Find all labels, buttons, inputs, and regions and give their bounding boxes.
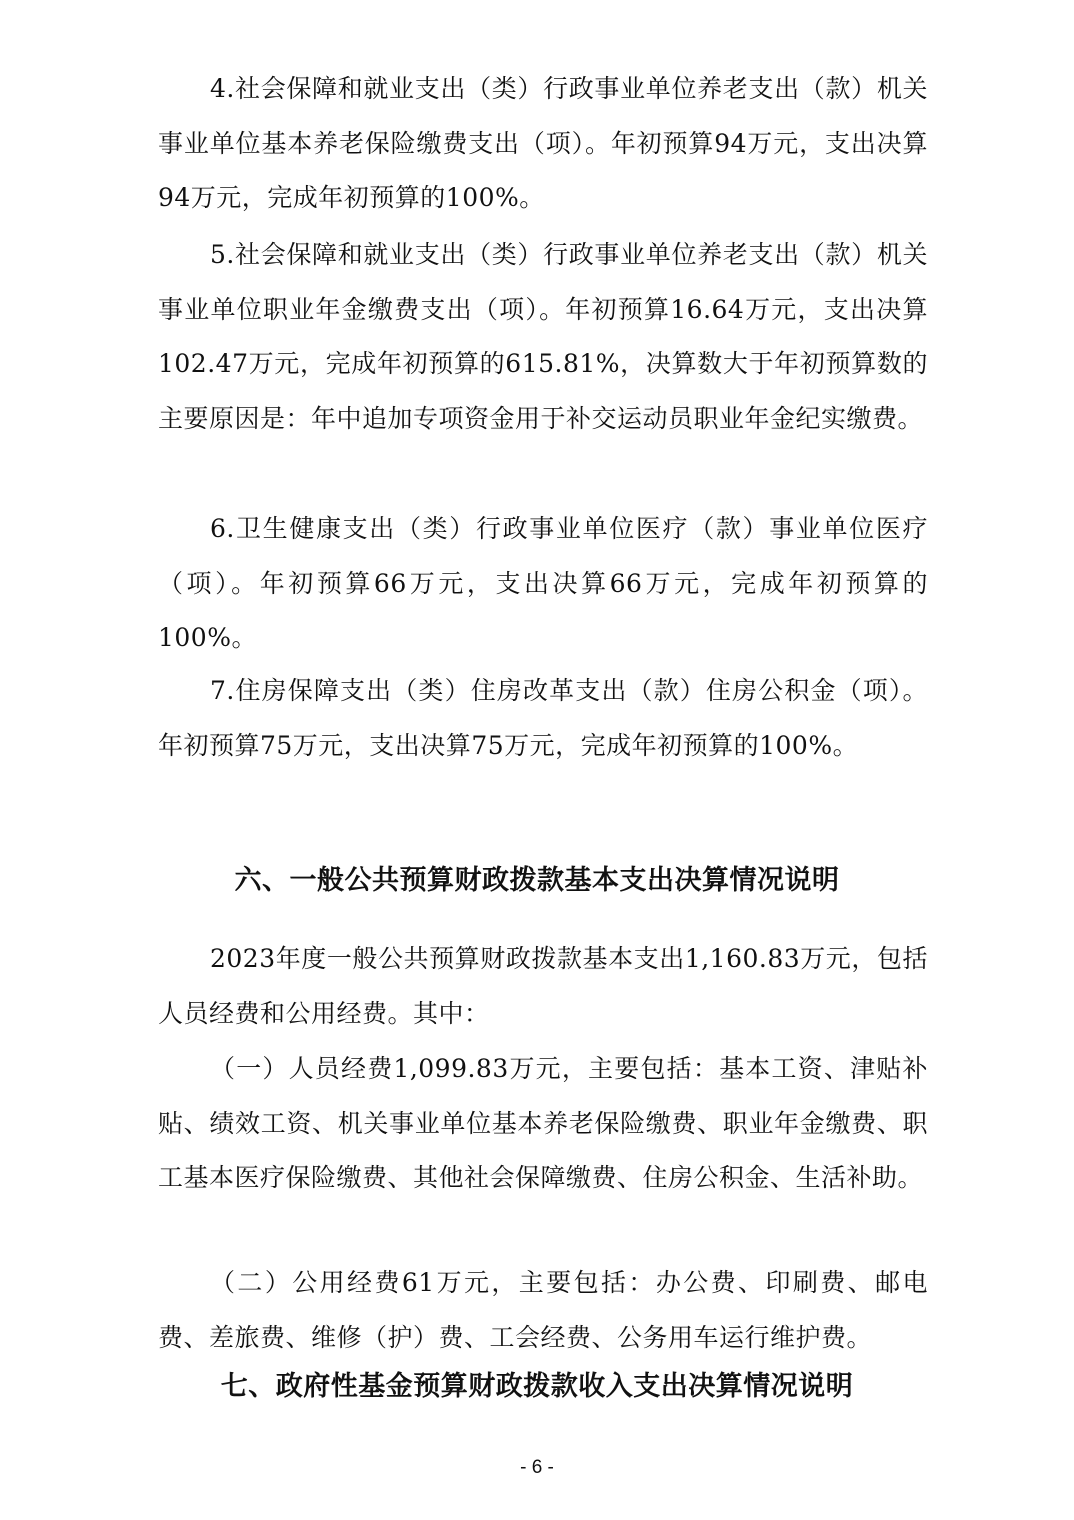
paragraph-item-7: 7.住房保障支出（类）住房改革支出（款）住房公积金（项）。年初预算75万元，支出决算75万元，完成年初预算的100%。 [158,676,928,760]
paragraph-item-5: 5.社会保障和就业支出（类）行政事业单位养老支出（款）机关事业单位职业年金缴费支出（项）。年初预算16.64万元，支出决算102.47万元，完成年初预算的615.81%，决算数大于年初预算数的主要原因是：年中追加专项资金用于补交运动员职业年金纪实缴费。 [158,240,928,433]
section-heading-7: 七、政府性基金预算财政拨款收入支出决算情况说明 [220,1371,854,1402]
paragraph-public-expenses: （二）公用经费61万元，主要包括：办公费、印刷费、邮电费、差旅费、维修（护）费、工会经费、公务用车运行维护费。 [158,1268,928,1352]
paragraph-personnel-expenses: （一）人员经费1,099.83万元，主要包括：基本工资、津贴补贴、绩效工资、机关事业单位基本养老保险缴费、职业年金缴费、职工基本医疗保险缴费、其他社会保障缴费、住房公积金、生活补助。 [158,1054,928,1192]
section-heading-6: 六、一般公共预算财政拨款基本支出决算情况说明 [234,865,840,896]
paragraph-item-4: 4.社会保障和就业支出（类）行政事业单位养老支出（款）机关事业单位基本养老保险缴费支出（项）。年初预算94万元，支出决算94万元，完成年初预算的100%。 [158,74,928,212]
page-number: - 6 - [520,1457,554,1478]
paragraph-item-6: 6.卫生健康支出（类）行政事业单位医疗（款）事业单位医疗（项）。年初预算66万元，支出决算66万元，完成年初预算的100%。 [158,514,928,652]
paragraph-basic-expenditure-total: 2023年度一般公共预算财政拨款基本支出1,160.83万元，包括人员经费和公用经费。其中： [158,944,928,1028]
